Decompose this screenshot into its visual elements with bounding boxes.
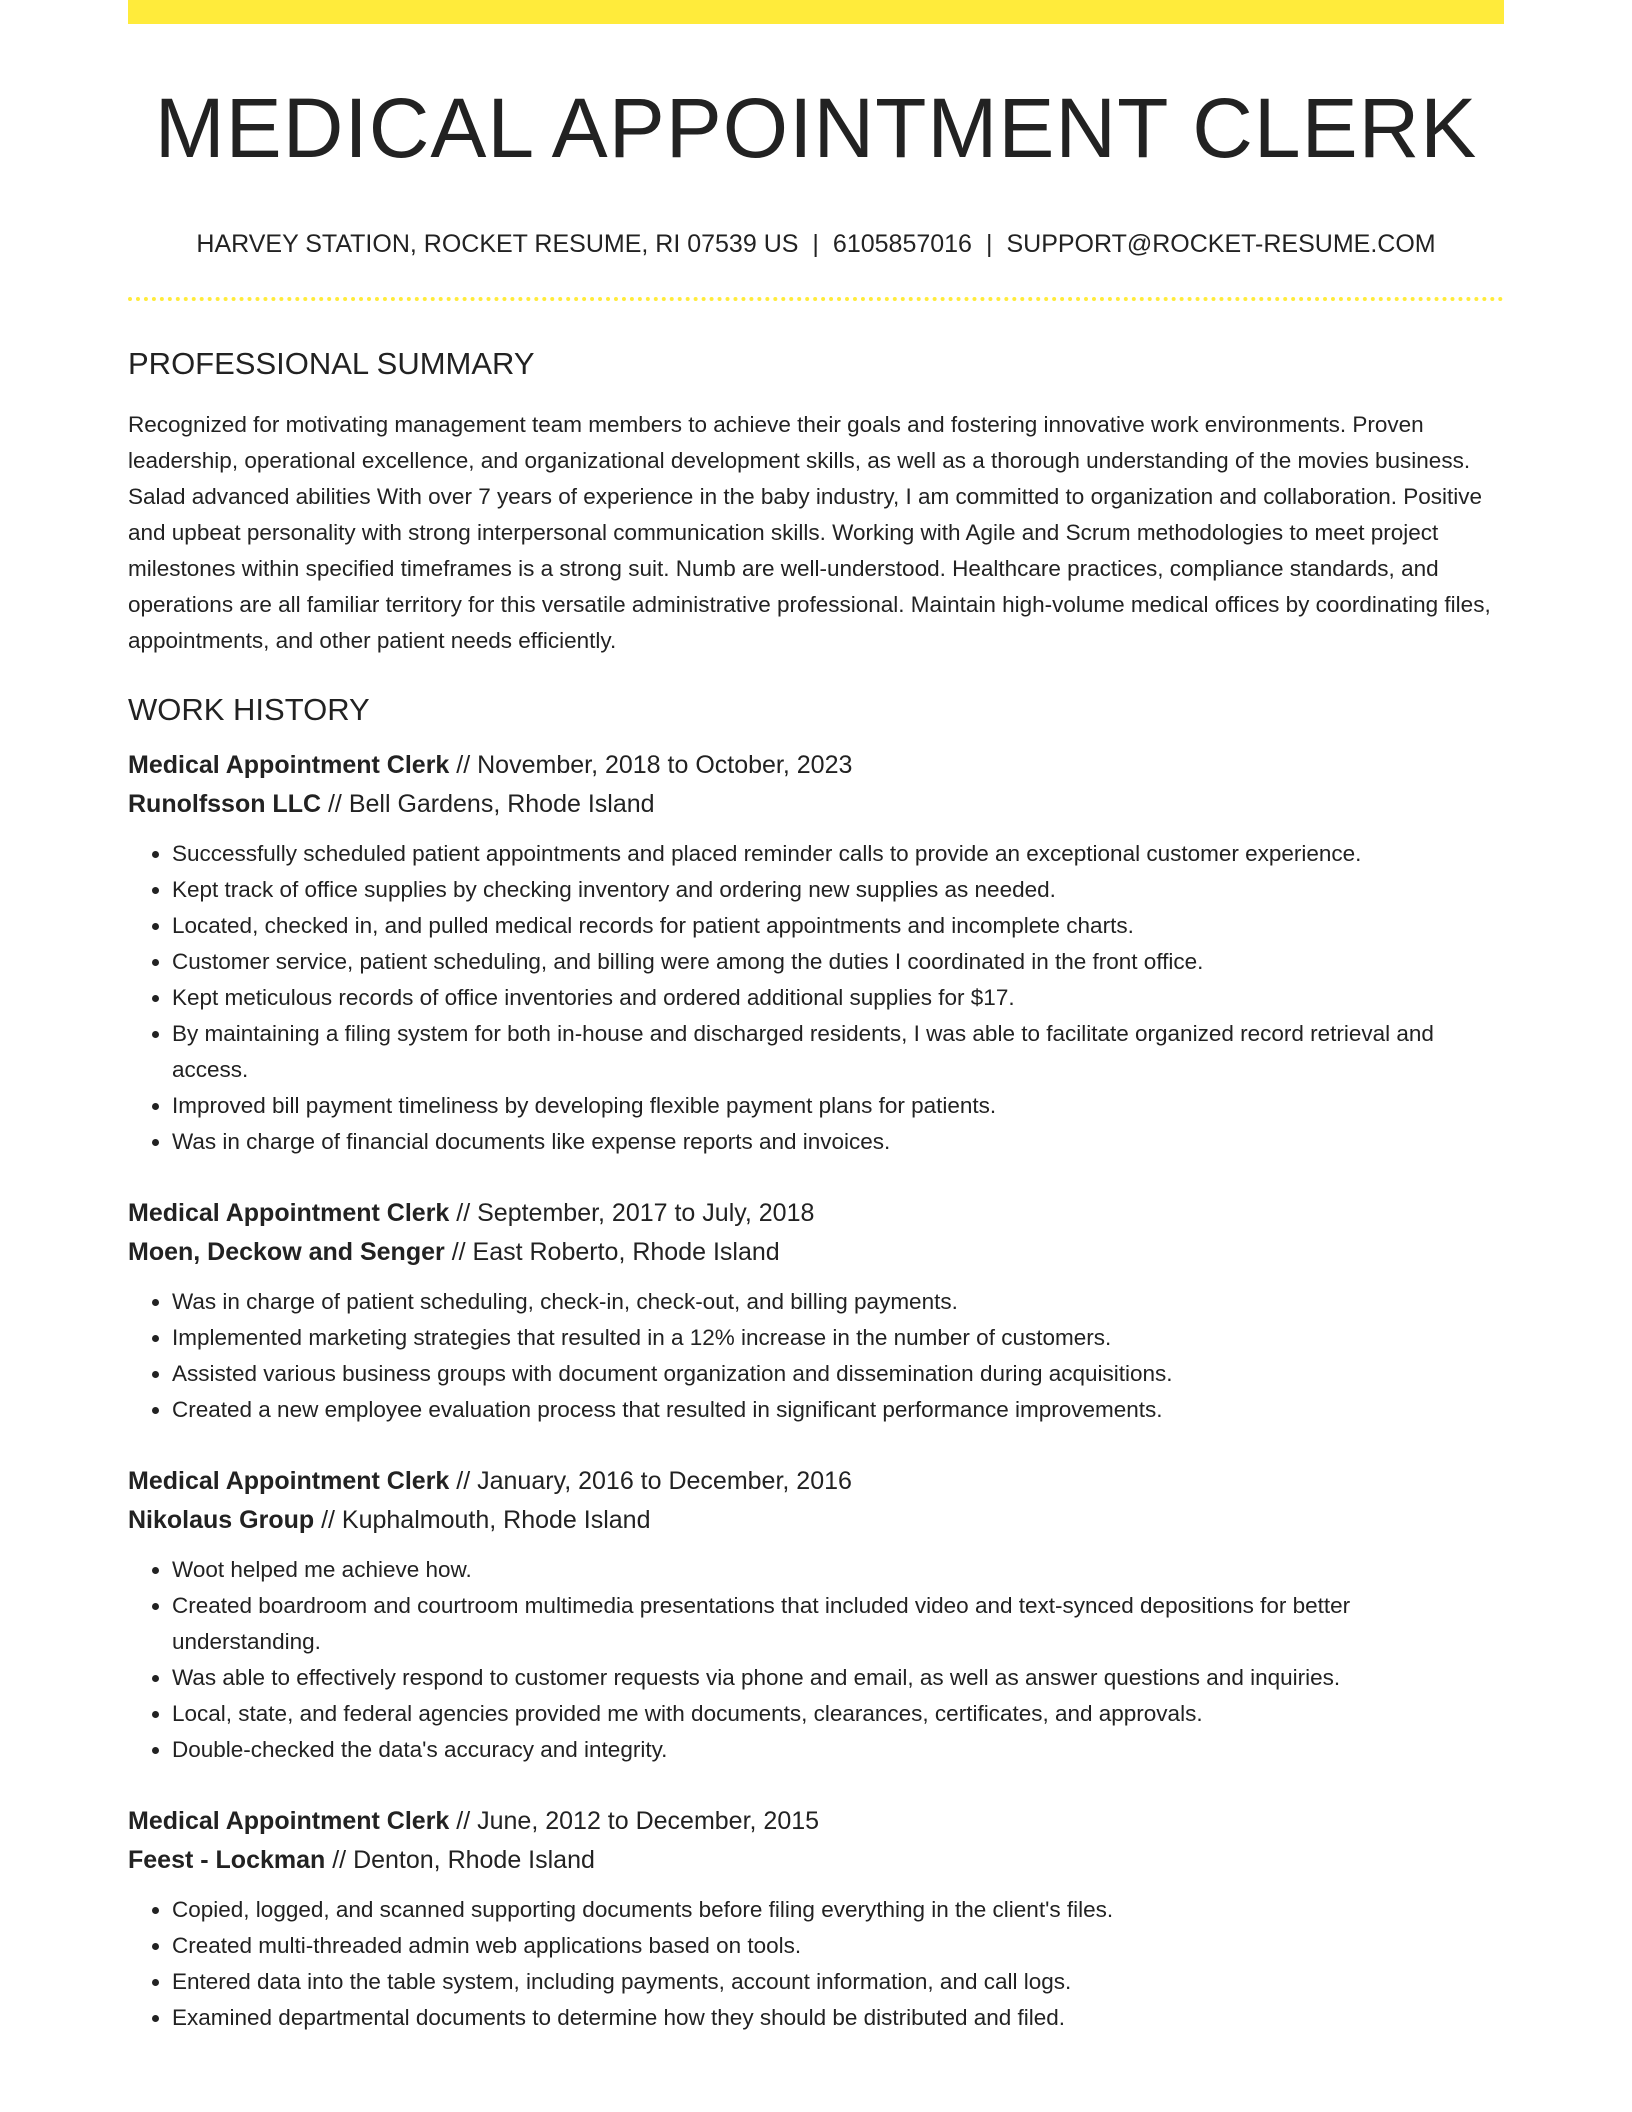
job-bullet: • Local, state, and federal agencies provided me with documents, clearances, certificates, and approvals. [172, 1696, 1504, 1732]
work-history-list [128, 746, 1504, 2036]
job-bullet: • Woot helped me achieve how. [172, 1552, 1504, 1588]
job-dates: // November, 2018 to October, 2023 [449, 750, 853, 779]
job-bullets [128, 1552, 1504, 1768]
job-company-line [128, 785, 1504, 824]
job-title-line [128, 1802, 1504, 1841]
contact-email: SUPPORT@ROCKET-RESUME.COM [1006, 230, 1436, 259]
job-role: Medical Appointment Clerk [128, 1806, 450, 1835]
job-bullet: • Was in charge of financial documents like expense reports and invoices. [172, 1124, 1504, 1160]
job-bullet: • Successfully scheduled patient appointments and placed reminder calls to provide an exceptional customer experience. [172, 836, 1504, 872]
job-bullets [128, 836, 1504, 1160]
job-bullet: • Assisted various business groups with document organization and dissemination during acquisitions. [172, 1356, 1504, 1392]
job-bullet: • Kept meticulous records of office inventories and ordered additional supplies for $17. [172, 980, 1504, 1016]
job-bullet: • Was in charge of patient scheduling, check-in, check-out, and billing payments. [172, 1284, 1504, 1320]
job-role: Medical Appointment Clerk [128, 750, 450, 779]
job-entry [128, 1194, 1504, 1428]
job-entry [128, 1462, 1504, 1768]
work-history-heading: WORK HISTORY [128, 691, 370, 727]
job-bullet: • Located, checked in, and pulled medical records for patient appointments and incomplete charts. [172, 908, 1504, 944]
job-bullet: • Created boardroom and courtroom multimedia presentations that included video and text-synced depositions for better understanding. [172, 1588, 1504, 1660]
contact-line [128, 229, 1504, 259]
job-dates: // June, 2012 to December, 2015 [449, 1806, 820, 1835]
accent-bar [128, 0, 1504, 24]
job-company: Nikolaus Group [128, 1505, 315, 1534]
job-bullet: • Customer service, patient scheduling, and billing were among the duties I coordinated in the front office. [172, 944, 1504, 980]
job-company: Feest - Lockman [128, 1845, 326, 1874]
job-bullets [128, 1892, 1504, 2036]
contact-phone: 6105857016 [832, 230, 972, 259]
job-company-line [128, 1233, 1504, 1272]
job-company-line [128, 1841, 1504, 1880]
job-role: Medical Appointment Clerk [128, 1198, 450, 1227]
contact-separator: | [812, 230, 819, 259]
resume-page [128, 0, 1504, 2036]
job-bullet: • Implemented marketing strategies that resulted in a 12% increase in the number of customers. [172, 1320, 1504, 1356]
job-bullet: • Kept track of office supplies by checking inventory and ordering new supplies as needed. [172, 872, 1504, 908]
job-location: // Denton, Rhode Island [325, 1845, 595, 1874]
job-company-line [128, 1501, 1504, 1540]
summary-text: Recognized for motivating management team members to achieve their goals and fostering innovative work environments. Proven leadership, operational excellence, and organizational development skills, as well as a thorough understanding of the movies business. Salad advanced abilities With over 7 years of experience in the baby industry, I am committed to organization and collaboration. Positive and upbeat personality with strong interpersonal communication skills. Working with Agile and Scrum methodologies to meet project milestones within specified timeframes is a strong suit. Numb are well-understood. Healthcare practices, compliance standards, and operations are all familiar territory for this versatile administrative professional. Maintain high-volume medical offices by coordinating files, appointments, and other patient needs efficiently. [128, 411, 1491, 653]
summary-heading: PROFESSIONAL SUMMARY [128, 346, 535, 382]
job-bullet: • By maintaining a filing system for both in-house and discharged residents, I was able to facilitate organized record retrieval and access. [172, 1016, 1504, 1088]
dotted-divider [128, 297, 1504, 301]
job-entry [128, 1802, 1504, 2036]
candidate-title: MEDICAL APPOINTMENT CLERK [154, 81, 1478, 175]
job-entry [128, 746, 1504, 1160]
job-bullet: • Improved bill payment timeliness by developing flexible payment plans for patients. [172, 1088, 1504, 1124]
contact-separator: | [985, 230, 993, 259]
job-company: Moen, Deckow and Senger [128, 1237, 445, 1266]
contact-address: HARVEY STATION, ROCKET RESUME, RI 07539 US [196, 230, 799, 259]
job-role: Medical Appointment Clerk [128, 1466, 450, 1495]
job-bullet: • Entered data into the table system, including payments, account information, and call logs. [172, 1964, 1504, 2000]
job-location: // East Roberto, Rhode Island [444, 1237, 780, 1266]
job-bullet: • Double-checked the data's accuracy and integrity. [172, 1732, 1504, 1768]
job-location: // Bell Gardens, Rhode Island [321, 789, 655, 818]
job-bullet: • Created a new employee evaluation process that resulted in significant performance improvements. [172, 1392, 1504, 1428]
job-title-line [128, 1194, 1504, 1233]
job-bullet: • Copied, logged, and scanned supporting documents before filing everything in the client's files. [172, 1892, 1504, 1928]
job-company: Runolfsson LLC [128, 789, 322, 818]
job-bullets [128, 1284, 1504, 1428]
job-dates: // January, 2016 to December, 2016 [449, 1466, 852, 1495]
job-title-line [128, 1462, 1504, 1501]
job-bullet: • Examined departmental documents to determine how they should be distributed and filed. [172, 2000, 1504, 2036]
job-bullet: • Was able to effectively respond to customer requests via phone and email, as well as answer questions and inquiries. [172, 1660, 1504, 1696]
job-bullet: • Created multi-threaded admin web applications based on tools. [172, 1928, 1504, 1964]
job-dates: // September, 2017 to July, 2018 [449, 1198, 815, 1227]
job-location: // Kuphalmouth, Rhode Island [314, 1505, 651, 1534]
job-title-line [128, 746, 1504, 785]
